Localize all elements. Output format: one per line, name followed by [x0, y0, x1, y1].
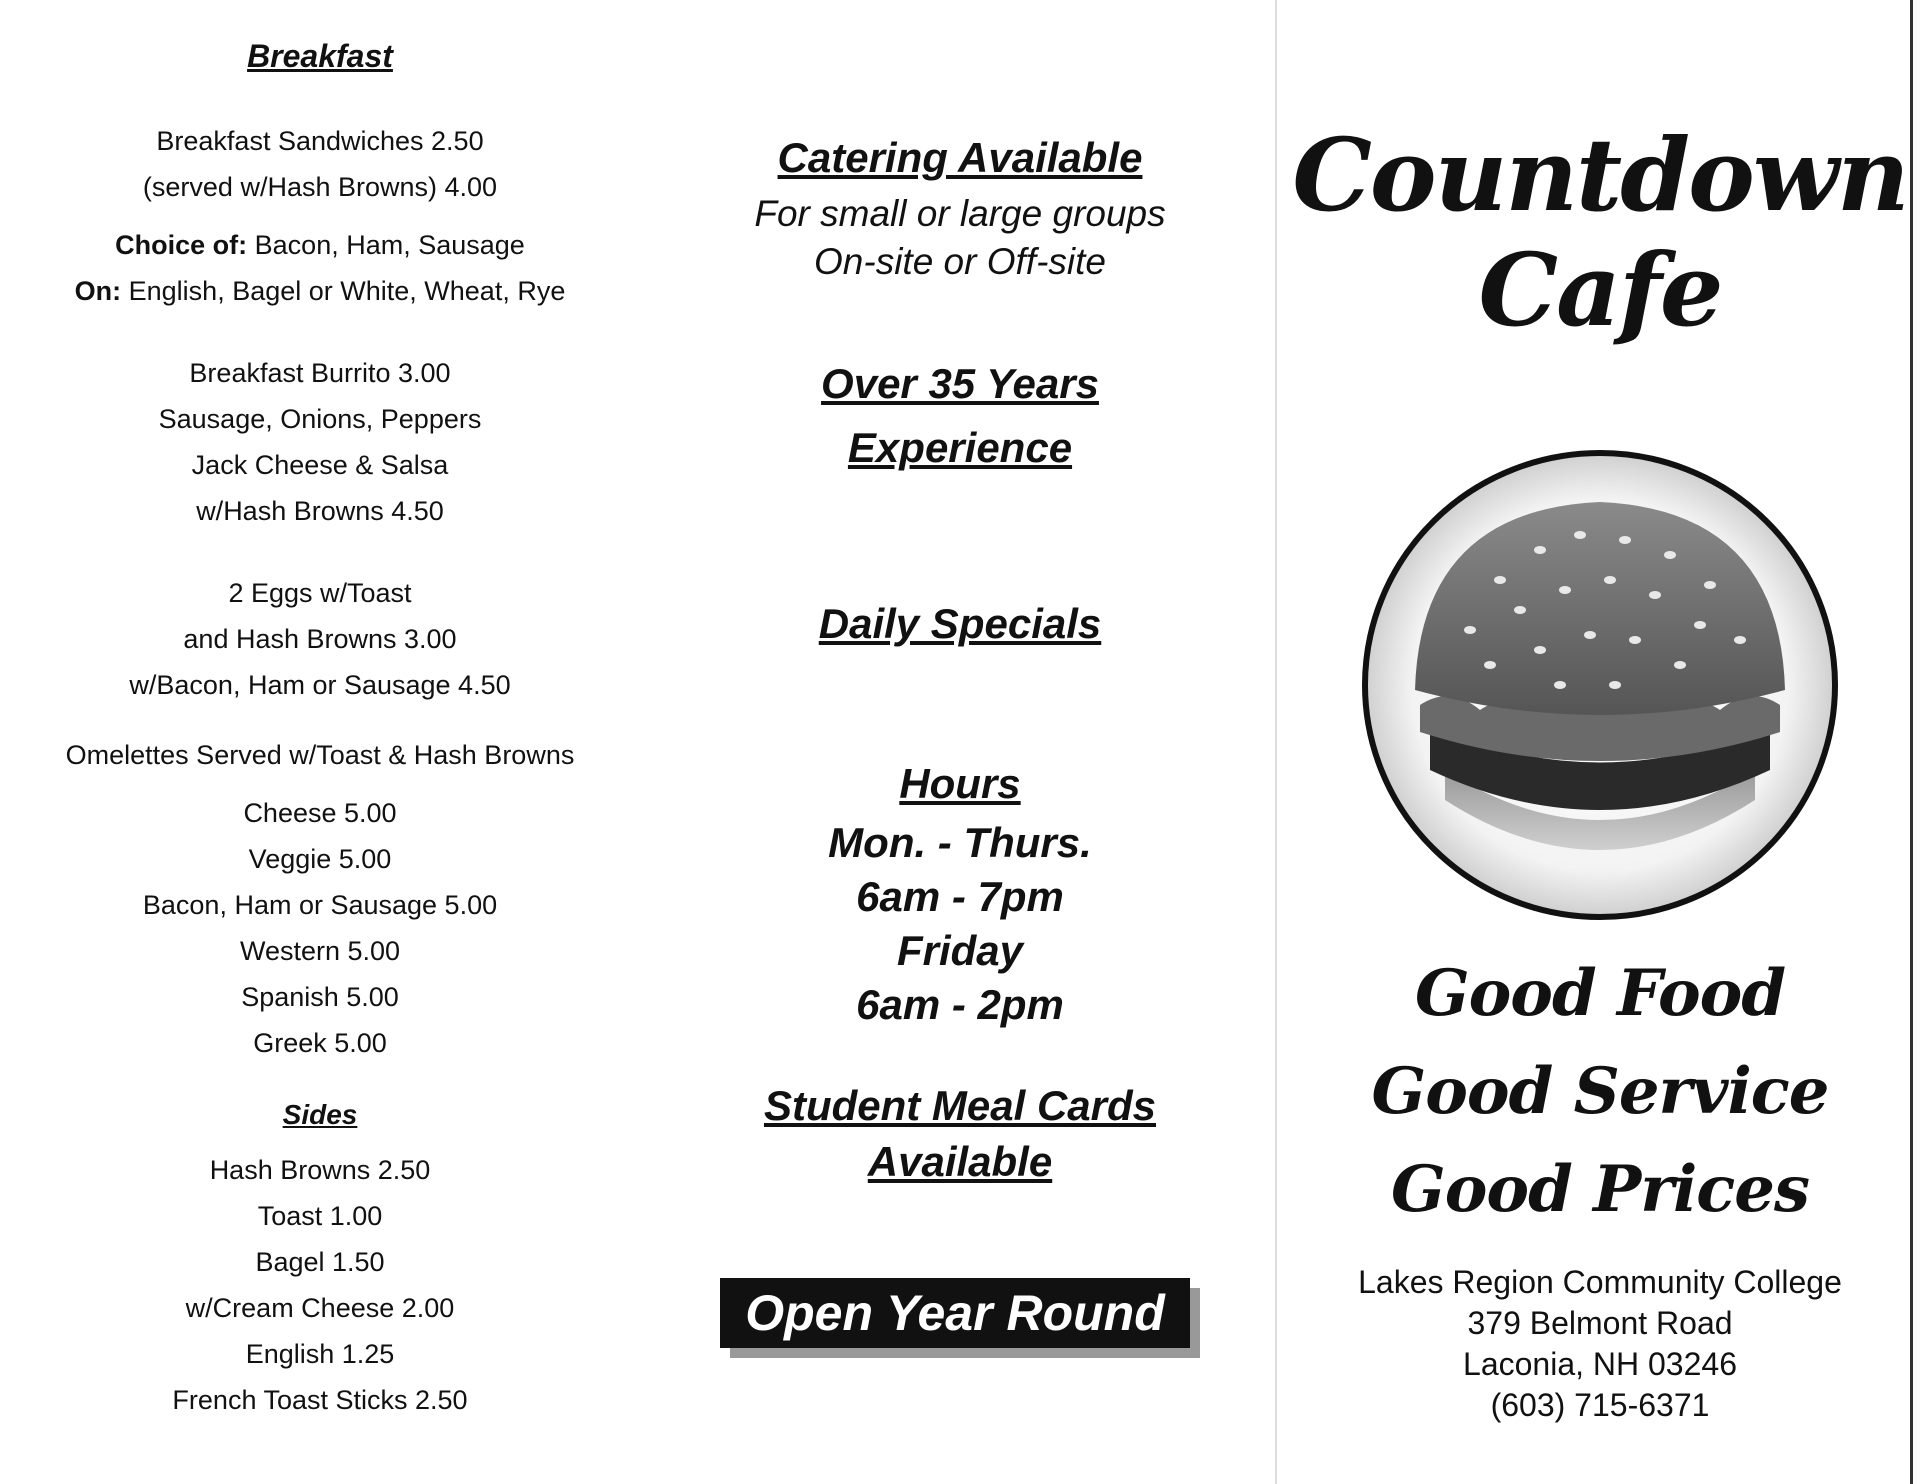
menu-line: w/Cream Cheese 2.00 — [185, 1293, 455, 1323]
brand-block — [1290, 118, 1910, 348]
menu-line: Bacon, Ham or Sausage 5.00 — [142, 890, 498, 920]
bread-text: English, Bagel or White, Wheat, Rye — [121, 276, 566, 306]
burrito-block — [0, 350, 640, 534]
meal-cards-line: Available — [867, 1138, 1053, 1185]
hours-block — [650, 752, 1270, 1032]
specials-block — [650, 592, 1270, 656]
address-line: Lakes Region Community College — [1358, 1264, 1842, 1300]
sandwich-block — [0, 118, 640, 314]
slogan-block — [1290, 945, 1910, 1239]
menu-line: w/Bacon, Ham or Sausage 4.50 — [129, 670, 511, 700]
address-block — [1290, 1262, 1910, 1426]
hours-line: 6am - 2pm — [856, 981, 1064, 1028]
meal-cards-block — [650, 1078, 1270, 1190]
burger-illustration — [1350, 440, 1850, 930]
menu-line: Veggie 5.00 — [248, 844, 392, 874]
menu-line: Toast 1.00 — [257, 1201, 383, 1231]
breakfast-title: Breakfast — [247, 38, 393, 74]
omelettes-header: Omelettes Served w/Toast & Hash Browns — [65, 740, 575, 770]
brand-line: Cafe — [1478, 231, 1722, 349]
menu-line: 2 Eggs w/Toast — [228, 578, 412, 608]
hours-line: Mon. - Thurs. — [828, 819, 1092, 866]
address-line: 379 Belmont Road — [1467, 1305, 1733, 1341]
bread-label: On: — [74, 276, 122, 306]
menu-line: Western 5.00 — [239, 936, 401, 966]
catering-title: Catering Available — [777, 134, 1143, 181]
experience-block — [650, 352, 1270, 480]
menu-line: Sausage, Onions, Peppers — [158, 404, 482, 434]
daily-specials: Daily Specials — [818, 600, 1102, 647]
slogan-line: Good Service — [1371, 1054, 1829, 1129]
sides-block — [0, 1095, 640, 1423]
info-panel — [650, 0, 1270, 1484]
page-edge — [1910, 0, 1913, 1484]
address-line: Laconia, NH 03246 — [1463, 1346, 1737, 1382]
hours-line: Friday — [896, 927, 1024, 974]
menu-line: Breakfast Burrito 3.00 — [189, 358, 451, 388]
fold-divider — [1275, 0, 1277, 1484]
slogan-line: Good Food — [1414, 956, 1786, 1031]
choice-text: Bacon, Ham, Sausage — [247, 230, 525, 260]
menu-line: Cheese 5.00 — [243, 798, 397, 828]
phone-number: (603) 715-6371 — [1490, 1387, 1710, 1423]
menu-line: and Hash Browns 3.00 — [183, 624, 457, 654]
catering-line: For small or large groups — [754, 193, 1166, 234]
choice-label: Choice of: — [115, 230, 248, 260]
hours-line: 6am - 7pm — [856, 873, 1064, 920]
catering-line: On-site or Off-site — [814, 241, 1106, 282]
menu-line: Jack Cheese & Salsa — [191, 450, 449, 480]
menu-line: Spanish 5.00 — [241, 982, 399, 1012]
menu-line: w/Hash Browns 4.50 — [196, 496, 444, 526]
bread-line — [0, 268, 640, 314]
menu-line: English 1.25 — [245, 1339, 395, 1369]
cover-panel — [1290, 0, 1910, 1484]
menu-line: Greek 5.00 — [253, 1028, 387, 1058]
catering-block — [650, 126, 1270, 286]
hours-title: Hours — [899, 760, 1021, 807]
open-year-round-banner: Open Year Round — [720, 1278, 1190, 1348]
eggs-block — [0, 570, 640, 708]
slogan-line: Good Prices — [1391, 1152, 1809, 1227]
menu-line: Bagel 1.50 — [255, 1247, 385, 1277]
menu-line: French Toast Sticks 2.50 — [172, 1385, 468, 1415]
brand-line: Countdown — [1292, 116, 1908, 234]
experience-line: Experience — [847, 424, 1073, 471]
menu-line: Breakfast Sandwiches 2.50 — [156, 126, 484, 156]
sides-title: Sides — [282, 1099, 358, 1130]
experience-line: Over 35 Years — [821, 360, 1099, 407]
menu-line: Hash Browns 2.50 — [209, 1155, 431, 1185]
omelettes-block — [0, 732, 640, 1066]
menu-line: (served w/Hash Browns) 4.00 — [142, 172, 498, 202]
choice-line — [0, 222, 640, 268]
meal-cards-line: Student Meal Cards — [763, 1082, 1157, 1129]
breakfast-panel — [0, 0, 640, 1484]
